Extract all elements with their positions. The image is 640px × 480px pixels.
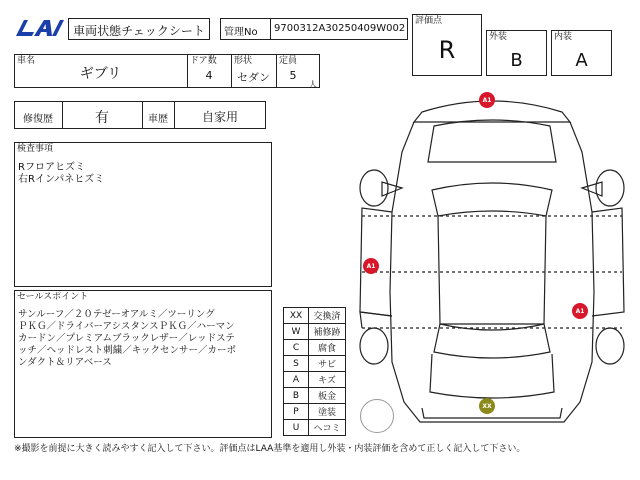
damage-marker: A1 (572, 303, 588, 319)
legend-name: 腐食 (309, 340, 346, 356)
legend-name: ヘコミ (309, 420, 346, 436)
vehicle-name: ギブリ (79, 66, 122, 82)
inspection-line-1: Rフロアヒズミ (18, 162, 85, 173)
sales-line-2: ＰＫＧ／ドライバーアシスタンスＰＫＧ／ハーマン (18, 321, 235, 332)
shape-label: 形状 (234, 56, 253, 66)
kanri-number: 9700312A30250409W002 (274, 23, 406, 34)
legend-code: B (284, 388, 309, 404)
legend-code: C (284, 340, 309, 356)
laa-logo (14, 18, 66, 38)
hyouka-label: 評価点 (415, 16, 443, 26)
legend-name: キズ (309, 372, 346, 388)
repair-label: 修復歴 (23, 114, 53, 125)
doors-value: 4 (205, 69, 213, 82)
sales-label: セールスポイント (17, 292, 89, 302)
legend-name: 補修跡 (309, 324, 346, 340)
name-label: 車名 (17, 56, 36, 66)
inspection-line-2: 右Rインパネヒズミ (18, 174, 105, 185)
naisou-label: 内装 (554, 32, 573, 42)
legend-name: 塗装 (309, 404, 346, 420)
legend-name: 交換済 (309, 308, 346, 324)
shape-value: セダン (236, 71, 271, 84)
damage-marker: A1 (479, 92, 495, 108)
legend-code: S (284, 356, 309, 372)
naisou-value: A (575, 50, 588, 71)
page-title: 車両状態チェックシート (73, 24, 205, 38)
legend-row (284, 404, 346, 420)
legend-row (284, 372, 346, 388)
legend-table (283, 307, 346, 436)
sales-line-5: ンダクト＆リアベース (18, 357, 112, 368)
legend-code: W (284, 324, 309, 340)
car-diagram (352, 92, 632, 432)
spare-tire (360, 399, 394, 433)
damage-marker: A1 (363, 258, 379, 274)
use-label: 車歴 (148, 114, 168, 125)
legend-code: P (284, 404, 309, 420)
legend-code: XX (284, 308, 309, 324)
sales-line-3: カードン／プレミアムブラックレザー／レッドステ (18, 333, 235, 344)
gaisou-value: B (510, 50, 523, 71)
sales-line-1: サンルーフ／２０テゼーオアルミ／ツーリング (18, 309, 215, 320)
use-value: 自家用 (201, 110, 238, 124)
doors-label: ドア数 (190, 56, 217, 66)
capacity-value: 5 (289, 69, 297, 82)
kanri-divider (270, 18, 271, 40)
sales-line-4: ッチ／ヘッドレスト刺繍／キックセンサー／カーボ (18, 345, 237, 356)
legend-code: A (284, 372, 309, 388)
hyouka-value: R (438, 36, 456, 64)
repair-value: 有 (95, 110, 109, 126)
legend-row (284, 324, 346, 340)
capacity-unit: 人 (309, 80, 317, 89)
damage-marker: XX (479, 398, 495, 414)
legend-row (284, 340, 346, 356)
legend-name: 板金 (309, 388, 346, 404)
capacity-label: 定員 (279, 56, 298, 66)
inspection-label: 検査事項 (17, 144, 54, 154)
legend-code: U (284, 420, 309, 436)
legend-name: サビ (309, 356, 346, 372)
legend-row (284, 388, 346, 404)
kanri-label: 管理No (224, 27, 258, 38)
footer-note: ※撮影を前提に大きく読みやすく記入して下さい。評価点はLAA基準を適用し外装・内装評価を含めて正しく記入して下さい。 (14, 444, 526, 454)
legend-row (284, 308, 346, 324)
legend-row (284, 420, 346, 436)
gaisou-label: 外装 (489, 32, 508, 42)
legend-row (284, 356, 346, 372)
